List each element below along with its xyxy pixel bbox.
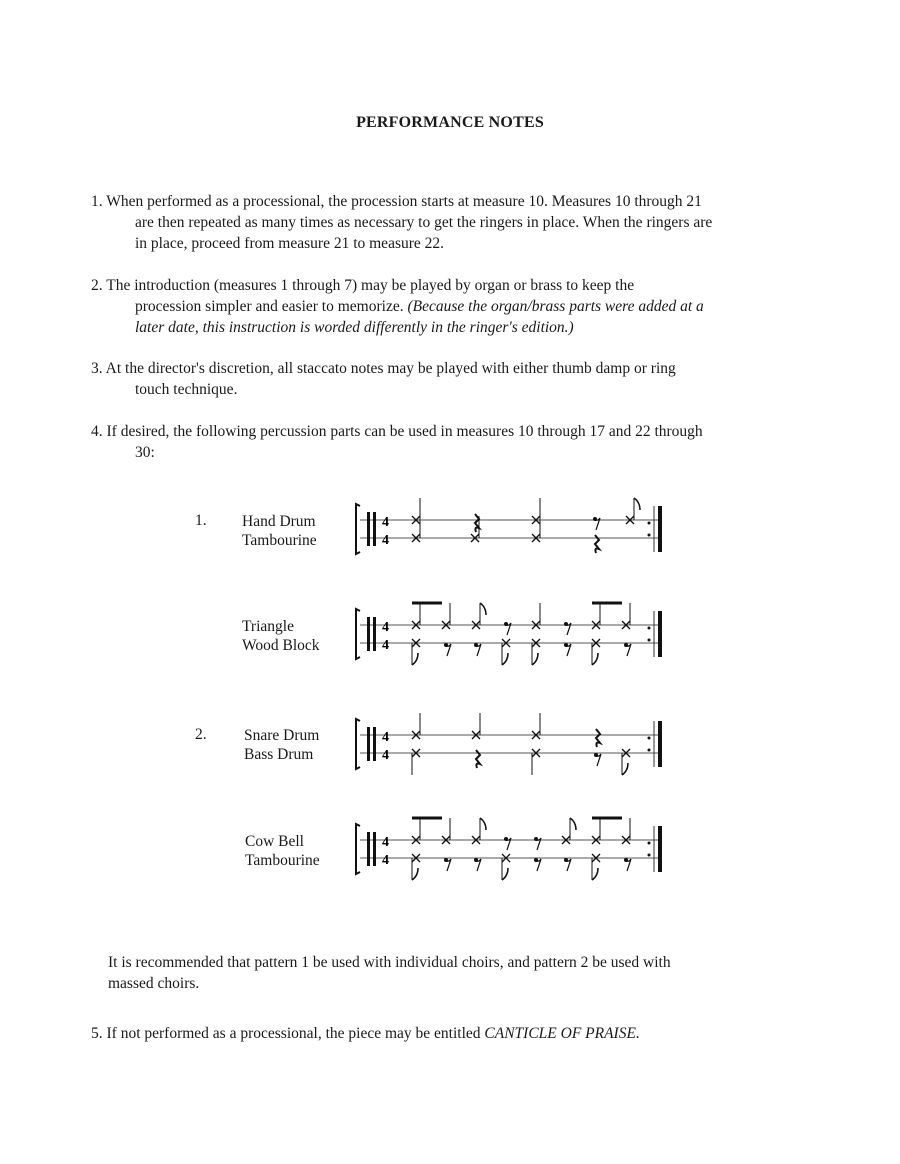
staff-system-cow-bell-tambourine — [350, 815, 670, 895]
repeat-dot — [648, 534, 651, 537]
time-signature-bottom: 4 — [382, 748, 389, 763]
note-flag — [412, 868, 418, 880]
note-flag — [532, 653, 538, 665]
final-barline — [658, 611, 662, 657]
eighth-rest-icon — [595, 518, 600, 530]
eighth-rest-icon — [566, 623, 571, 635]
percussion-clef-icon — [373, 617, 376, 651]
note-flag — [480, 603, 486, 615]
instrument-label: Wood Block — [242, 637, 320, 654]
note-flag — [634, 498, 640, 510]
note-flag — [502, 868, 508, 880]
time-signature-bottom: 4 — [382, 853, 389, 868]
note-1-line-2: are then repeated as many times as necessary to get the ringers in place. When the ringers are — [135, 214, 713, 231]
instrument-label: Triangle — [242, 618, 294, 635]
quarter-rest-icon — [475, 514, 479, 532]
eighth-rest-icon — [626, 644, 631, 656]
system-3-instruments — [244, 726, 354, 764]
staff-bracket — [356, 824, 360, 874]
percussion-clef-icon — [373, 832, 376, 866]
staff-system-hand-drum-tambourine — [350, 495, 670, 565]
repeat-dot — [648, 639, 651, 642]
note-4 — [91, 421, 791, 463]
percussion-clef-icon — [373, 512, 376, 546]
note-flag — [592, 868, 598, 880]
note-1-line-3: in place, proceed from measure 21 to measure 22. — [135, 235, 445, 252]
system-1-instruments — [242, 512, 352, 550]
note-flag — [412, 653, 418, 665]
quarter-rest-icon — [596, 729, 600, 747]
final-barline — [658, 506, 662, 552]
note-4-line-2: 30: — [135, 444, 155, 461]
time-signature-top: 4 — [382, 835, 389, 850]
repeat-dot — [648, 854, 651, 857]
note-3-line-1: 3. At the director's discretion, all staccato notes may be played with either thumb damp or ring — [91, 360, 676, 377]
system-4-instruments — [245, 832, 355, 870]
note-flag — [502, 653, 508, 665]
recommendation — [108, 952, 788, 994]
note-flag — [622, 763, 628, 775]
instrument-label: Tambourine — [245, 852, 320, 869]
eighth-rest-icon — [506, 838, 511, 850]
note-flag — [592, 653, 598, 665]
instrument-label: Cow Bell — [245, 833, 304, 850]
note-2-line-1: 2. The introduction (measures 1 through 7) may be played by organ or brass to keep the — [91, 277, 635, 294]
percussion-clef-icon — [367, 512, 370, 546]
eighth-rest-icon — [476, 859, 481, 871]
percussion-clef-icon — [373, 727, 376, 761]
instrument-label: Tambourine — [242, 532, 317, 549]
note-2-line-3-italic: later date, this instruction is worded differently in the ringer's edition.) — [135, 319, 574, 336]
eighth-rest-icon — [446, 859, 451, 871]
recommendation-line-1: It is recommended that pattern 1 be used with individual choirs, and pattern 2 be used with — [108, 954, 671, 971]
staff-system-snare-drum-bass-drum — [350, 710, 670, 780]
time-signature-top: 4 — [382, 730, 389, 745]
note-3 — [91, 358, 791, 400]
repeat-dot — [648, 842, 651, 845]
system-2-instruments — [242, 617, 352, 655]
note-5 — [91, 1023, 791, 1044]
time-signature-top: 4 — [382, 515, 389, 530]
eighth-rest-icon — [566, 644, 571, 656]
pattern-1-number: 1. — [195, 512, 207, 529]
repeat-dot — [648, 522, 651, 525]
eighth-rest-icon — [536, 859, 541, 871]
eighth-rest-icon — [596, 754, 601, 766]
staff-system-triangle-wood-block — [350, 600, 670, 680]
eighth-rest-icon — [446, 644, 451, 656]
note-2 — [91, 275, 791, 338]
note-2-line-3 — [91, 317, 791, 338]
instrument-label: Bass Drum — [244, 746, 314, 763]
page-title: PERFORMANCE NOTES — [356, 114, 544, 131]
staff-bracket — [356, 609, 360, 659]
note-5-italic: CANTICLE OF PRAISE. — [484, 1025, 640, 1042]
pattern-2-number: 2. — [195, 726, 207, 743]
eighth-rest-icon — [506, 623, 511, 635]
instrument-label: Hand Drum — [242, 513, 316, 530]
repeat-dot — [648, 737, 651, 740]
percussion-clef-icon — [367, 727, 370, 761]
recommendation-line-2: massed choirs. — [108, 975, 200, 992]
note-1-line-1: 1. When performed as a processional, the procession starts at measure 10. Measures 10 through 21 — [91, 193, 702, 210]
note-1 — [91, 191, 791, 254]
note-flag — [480, 818, 486, 830]
staff-bracket — [356, 719, 360, 769]
percussion-clef-icon — [367, 832, 370, 866]
final-barline — [658, 721, 662, 767]
eighth-rest-icon — [536, 838, 541, 850]
time-signature-bottom: 4 — [382, 638, 389, 653]
note-flag — [570, 818, 576, 830]
note-5-plain: 5. If not performed as a processional, the piece may be entitled — [91, 1025, 485, 1042]
percussion-clef-icon — [367, 617, 370, 651]
repeat-dot — [648, 627, 651, 630]
time-signature-bottom: 4 — [382, 533, 389, 548]
note-2-line-2-italic: (Because the organ/brass parts were added at a — [407, 298, 704, 315]
eighth-rest-icon — [566, 859, 571, 871]
repeat-dot — [648, 749, 651, 752]
staff-bracket — [356, 504, 360, 554]
note-4-line-1: 4. If desired, the following percussion parts can be used in measures 10 through 17 and 22 through — [91, 423, 703, 440]
note-3-line-2: touch technique. — [135, 381, 238, 398]
eighth-rest-icon — [476, 644, 481, 656]
note-2-line-2-plain: procession simpler and easier to memorize. — [135, 298, 408, 315]
eighth-rest-icon — [626, 859, 631, 871]
note-2-line-2 — [91, 296, 791, 317]
final-barline — [658, 826, 662, 872]
instrument-label: Snare Drum — [244, 727, 320, 744]
time-signature-top: 4 — [382, 620, 389, 635]
